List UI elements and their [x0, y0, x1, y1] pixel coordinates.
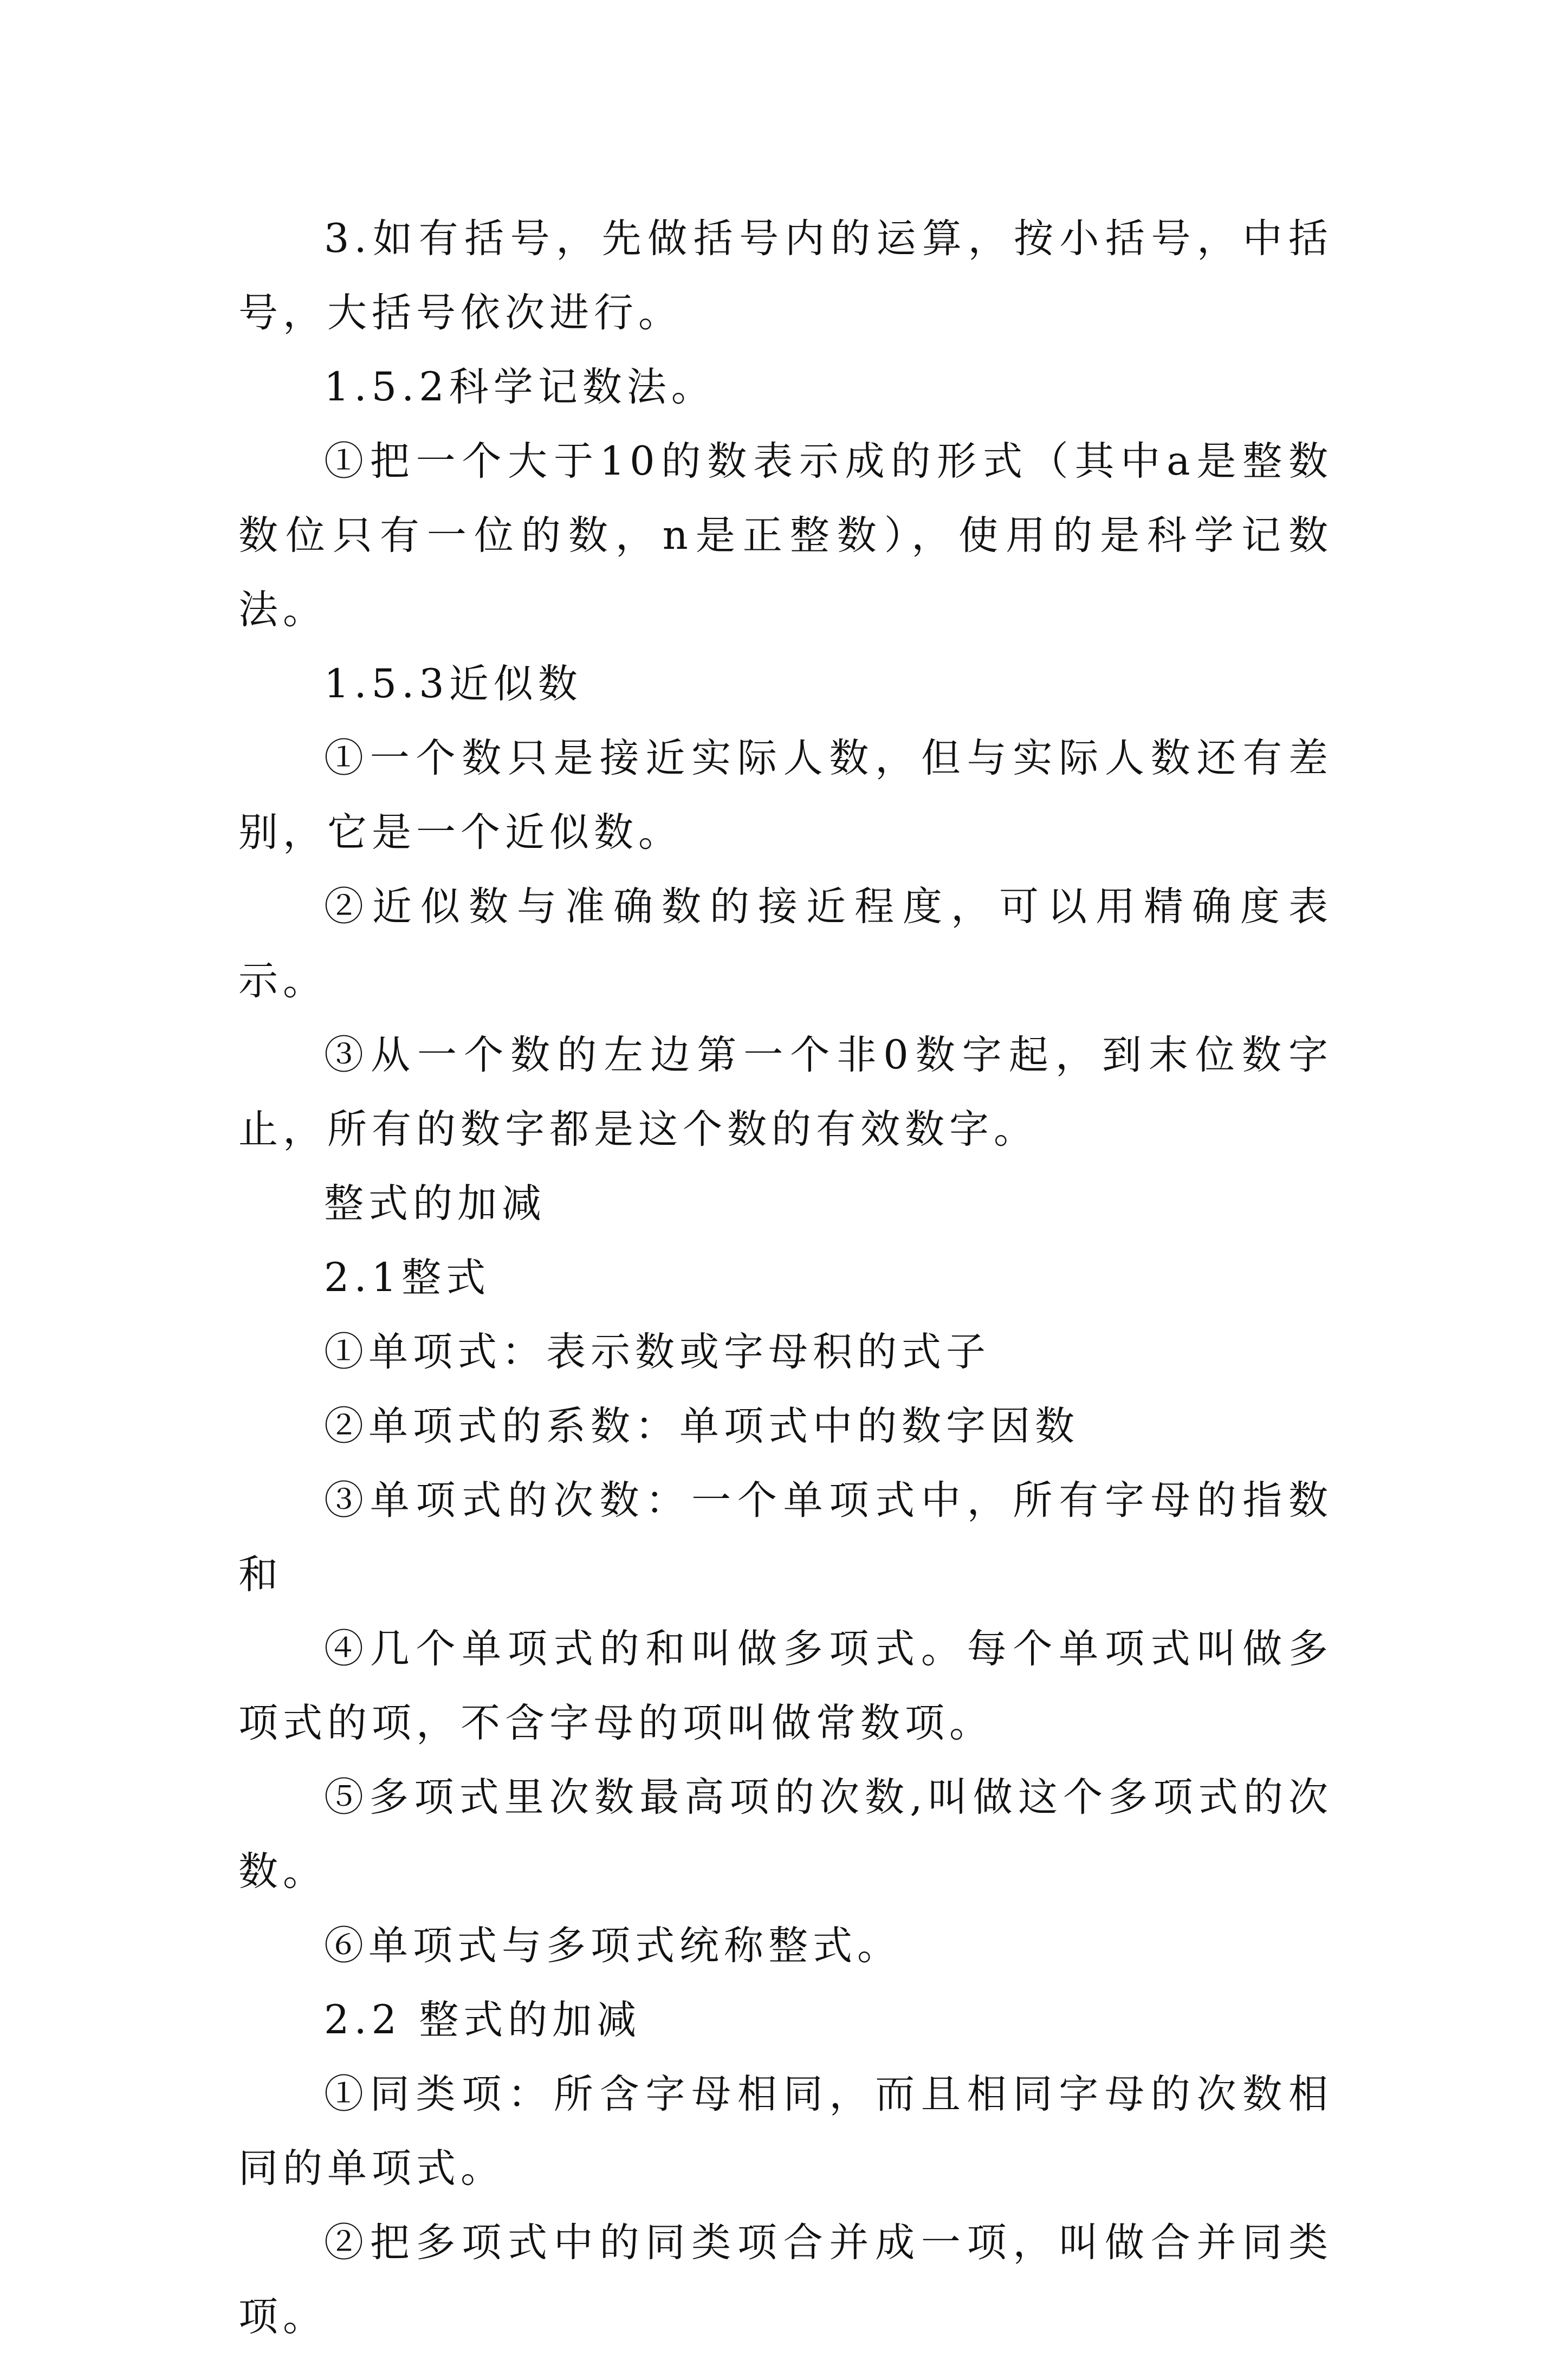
- heading-polynomial-addition-subtraction: 整式的加减: [324, 1181, 546, 1227]
- heading-approximate-number: 1.5.3近似数: [324, 661, 582, 707]
- paragraph-monomial-coefficient: ②单项式的系数：单项式中的数字因数: [324, 1403, 1079, 1449]
- paragraph-approximate-number-definition: ①一个数只是接近实际人数，但与实际人数还有差别，它是一个近似数。: [238, 735, 1333, 855]
- paragraph-combining-like-terms: ②把多项式中的同类项合并成一项，叫做合并同类项。: [238, 2220, 1333, 2340]
- document-body: [238, 202, 1333, 2354]
- heading-scientific-notation: 1.5.2科学记数法。: [324, 364, 716, 410]
- paragraph-like-terms: ①同类项：所含字母相同，而且相同字母的次数相同的单项式。: [238, 2071, 1333, 2191]
- paragraph-integral-expression: ⑥单项式与多项式统称整式。: [324, 1923, 902, 1969]
- paragraph-precision: ②近似数与准确数的接近程度，可以用精确度表示。: [238, 884, 1333, 1004]
- heading-polynomial: 2.1整式: [324, 1255, 491, 1301]
- paragraph-monomial-definition: ①单项式：表示数或字母积的式子: [324, 1329, 990, 1375]
- paragraph-significant-digits: ③从一个数的左边第一个非0数字起，到末位数字止，所有的数字都是这个数的有效数字。: [238, 1032, 1333, 1152]
- paragraph-polynomial-degree: ⑤多项式里次数最高项的次数,叫做这个多项式的次数。: [238, 1774, 1333, 1895]
- heading-integral-addition-subtraction: 2.2 整式的加减: [324, 1997, 642, 2043]
- paragraph-bracket-order: 3.如有括号，先做括号内的运算，按小括号，中括号，大括号依次进行。: [238, 216, 1333, 336]
- paragraph-scientific-notation-definition: ①把一个大于10的数表示成的形式（其中a是整数数位只有一位的数，n是正整数），使用的是科学记数法。: [238, 438, 1333, 633]
- paragraph-polynomial-definition: ④几个单项式的和叫做多项式。每个单项式叫做多项式的项，不含字母的项叫做常数项。: [238, 1626, 1333, 1746]
- paragraph-monomial-degree: ③单项式的次数：一个单项式中，所有字母的指数和: [238, 1477, 1333, 1598]
